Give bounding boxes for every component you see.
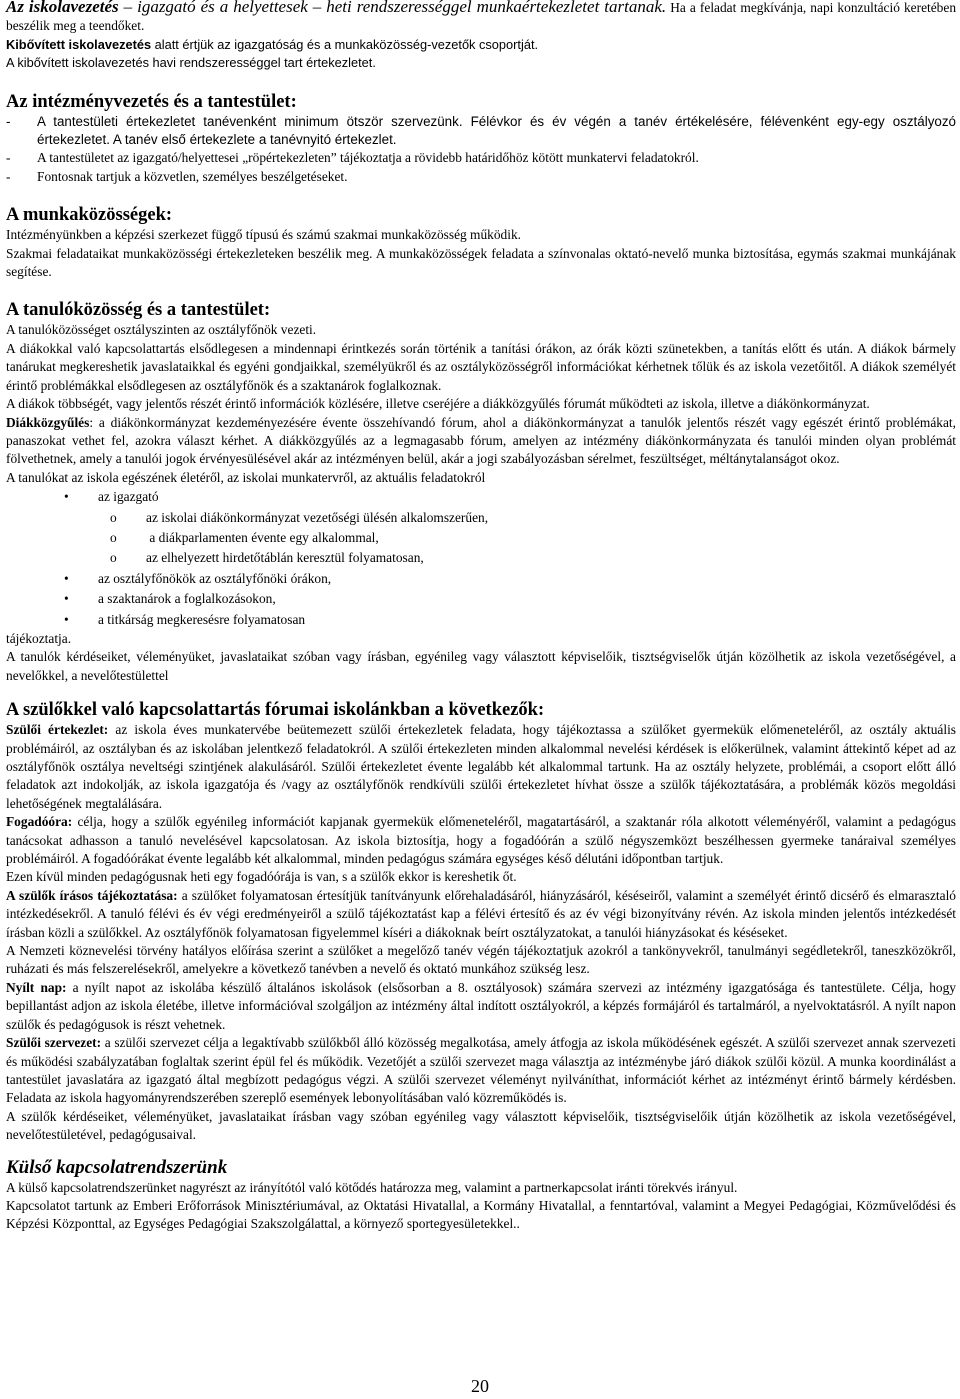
bullet-icon: • [64,611,69,627]
list-item: • az igazgató [6,487,956,507]
paragraph: A diákokkal való kapcsolattartás elsődlegesen a mindennapi érintkezés során történik a tanítási órákon, az órák közti szünetekben, a tanítás előtt és után. A diákok bármely tanárukat megkereshetik javaslataikkal és egyéni gondjaikkal, személyükről és az osztályközösségről információkat kérhetnek tőlük és az iskola vezetőitől. A diákok személyét érintő problémákkal elsődlegesen az osztályfőnök és a szaktanárok foglalkoznak. [6,340,956,393]
list-item: - Fontosnak tartjuk a közvetlen, személyes beszélgetéseket. [6,168,348,184]
paragraph-fogadoora: Fogadóóra: célja, hogy a szülők egyénileg információt kapjanak gyermekük előmeneteléről, magatartásáról, a szaktanár róla alkotott véleményéről, valamint a pedagógus tanácsokat adhasson a tanuló nevelésével kapcsolatosan. Az iskola biztosítja, hogy a fogadóórán a szülő négyszemközt beszélhessen gyermeke tanáraival személyes problémáiról. A fogadóórákat évente legalább két alkalommal, minden pedagógus számára egységes késő délutáni időpontban tartjuk. [6,814,956,867]
list-item: • a titkárság megkeresésre folyamatosan [6,610,956,630]
sub-list-item: o az iskolai diákönkormányzat vezetőségi ülésén alkalomszerűen, [6,508,956,528]
section-title-szulok: A szülőkkel való kapcsolattartás fórumai iskolánkban a következők: [6,700,545,721]
list-item: • a szaktanárok a foglalkozásokon, [6,589,956,609]
extended-leadership: Kibővített iskolavezetés alatt értjük az igazgatóság és a munkaközösség-vezetők csoportját. [6,36,539,52]
list-item: • az osztályfőnökök az osztályfőnöki órákon, [6,569,956,589]
section-title-munkakozossegek: A munkaközösségek: [6,205,173,226]
section-title-intezmeny: Az intézményvezetés és a tantestület: [6,91,297,112]
paragraph: A külső kapcsolatrendszerünket nagyrészt az irányítótól való kötődés határozza meg, valamint a partnerkapcsolat iránti törekvés irányul. [6,1179,738,1195]
section-title-tanulokozosseg: A tanulóközösség és a tantestület: [6,300,271,321]
heading-inline: Az iskolavezetés [6,0,119,16]
paragraph-diakkozgyules: Diákközgyűlés: a diákönkormányzat kezdeményezésére évente összehívandó fórum, ahol a diákönkormányzat a tanulók jelentős részét vagy egészét érintő problémákat, panaszokat vethet fel, azokra választ kérhet. A diákközgyűlés az a legmagasabb fórum, amelyen az intézmény diákönkormányzata és tanulói minden olyan problémát fölvethetnek, amely a tanulói jogok érvényesülésével akár az intézményen belül, akár a jogi szabályozásban sérelmet, feszültséget, méltánytalanságot okoz. [6,414,956,467]
circle-bullet-icon: o [110,509,117,525]
list-item: - A tantestületet az igazgató/helyettesei „röpértekezleten” tájékoztatja a rövidebb határidőhöz kötött munkatervi feladatokról. [6,150,699,166]
extended-leadership-monthly: A kibővített iskolavezetés havi rendszerességgel tart értekezletet. [6,55,376,71]
paragraph: Kapcsolatot tartunk az Emberi Erőforrások Minisztériumával, az Oktatási Hivatallal, a Kormány Hivatallal, a fenntartóval, valamint a Megyei Pedagógiai, Közművelődési és Képzési Központtal, az Egységes Pedagógiai Szakszolgálattal, a környező sportegyesületekkel.. [6,1197,956,1232]
circle-bullet-icon: o [110,550,117,566]
leadership-paragraph: Az iskolavezetés – igazgató és a helyettesek – heti rendszerességgel munkaértekezletet tartanak. Ha a feladat megkívánja, napi konzultáció keretében beszélik meg a teendőket. [6,0,956,36]
sub-list-item: o a diákparlamenten évente egy alkalommal, [6,528,956,548]
page-number: 20 [471,1376,489,1396]
paragraph: tájékoztatja. [6,630,72,646]
paragraph: A Nemzeti köznevelési törvény hatályos előírása szerint a szülőket a megelőző tanév végén tájékoztatjuk azokról a tankönyvekről, tanulmányi segédletekről, taneszközökről, ruházati és más felszerelésekről, amelyekre a következő tanévben a nevelő és oktató munkához szükség lesz. [6,943,956,977]
paragraph: A diákok többségét, vagy jelentős részét érintő információk közlésére, illetve cseréjére a diákközgyűlés fórumát működteti az iskola, illetve a diákönkormányzat. [6,396,870,412]
bullet-icon: • [64,591,69,607]
section-title-kulso: Külső kapcsolatrendszerünk [6,1156,228,1178]
circle-bullet-icon: o [110,529,117,545]
paragraph-irasos-tajekoztatas: A szülők írásos tájékoztatása: a szülőket folyamatosan értesítjük tanítványunk előrehaladásáról, hiányzásáról, késéseiről, valamint a személyét érintő dicsérő és elmarasztaló intézkedésekről. A tanuló félévi és év végi eredményeiről a szülő tájékoztatást kap a félévi értesítő és az év végi bizonyítvány révén. Az iskola minden jelentős intézkedését írásban közli a szülőkkel. Az osztályfőnök folyamatosan figyelemmel kíséri a diákoknak beírt osztályzatokat, a tanulói hiányzásokat és késéseket. [6,887,956,940]
bullet-icon: • [64,570,69,586]
paragraph-nyilt-nap: Nyílt nap: a nyílt napot az iskolába készülő általános iskolások (elsősorban a 8. osztályosok) számára szervezi az intézmény igazgatósága és tantestülete. Célja, hogy bepillantást adjon az iskola életébe, illetve információval szolgáljon az intézmény által indított osztályokról, a képzés formájáról és tartalmáról, a nyelvoktatásról. A nyílt napon szülők és pedagógusok is részt vehetnek. [6,979,956,1032]
paragraph: A tanulók kérdéseiket, véleményüket, javaslataikat szóban vagy írásban, egyénileg vagy választott képviselőik, tisztségviselők útján közölhetik az iskola vezetőségével, a nevelőkkel, a nevelőtestülettel [6,649,956,683]
paragraph: A tanulókat az iskola egészének életéről, az iskolai munkatervről, az aktuális feladatokról [6,469,486,485]
bullet-icon: • [64,489,69,505]
list-item: - A tantestületi értekezletet tanévenként minimum ötször szervezünk. Félévkor és év végén a tanév értékelésére, félévenként egy-egy osztályozó értekezletet. A tanév első értekezlete a tanévnyitó értekezlet. [6,113,956,148]
document-page [6,0,956,1234]
paragraph: A tanulóközösséget osztályszinten az osztályfőnök vezeti. [6,322,317,338]
paragraph-szuloi-szervezet: Szülői szervezet: a szülői szervezet célja a legaktívabb szülőkből álló közösség megalkotása, amely átfogja az iskola működésének egészét. A szülői szervezet annak szervezeti és működési szabályzatában foglaltak szerint épül fel és működik. Vezetőjét a szülői szervezet maga választja az intézménybe járó diákok szülői közül. A munka koordinálást a tantestület javaslatára az igazgató által megbízott pedagógus végzi. A szülői szervezet véleményt nyilváníthat, információt kérhet az intézményt érintő bármely kérdésben. Feladata az iskola hagyományrendszerében szereplő események lebonyolításában való közreműködés is. [6,1035,957,1106]
paragraph: Szakmai feladataikat munkaközösségi értekezleteken beszélik meg. A munkaközösségek feladata a színvonalas oktató-nevelő munka biztosítása, egymás szakmai munkájának segítése. [6,245,956,280]
paragraph: Intézményünkben a képzési szerkezet függő típusú és számú szakmai munkaközösség működik. [6,227,522,243]
paragraph: A szülők kérdéseiket, véleményüket, javaslataikat írásban vagy szóban egyénileg vagy választott képviselőik, tisztségviselőik útján közölhetik az iskola vezetőségével, nevelőtestületével, pedagógusaival. [6,1108,956,1143]
sub-list-item: o az elhelyezett hirdetőtáblán keresztül folyamatosan, [6,548,956,568]
paragraph-szuloi-ertekezlet: Szülői értekezlet: az iskola éves munkatervébe beütemezett szülői értekezletek feladata, hogy tájékoztassa a szülőket gyermekük előmeneteléről, az osztály aktuális problémáiról, az osztályban és az iskolában jelentkező feladatokról. A szülői értekezleten minden alkalommal nevelési kérdések is előkerülnek, valamint áttekintő képet ad az osztályfőnök osztálya neveltségi szintjének alakulásáról. Szülői értekezletet évente legalább két alkalommal tartunk. Ha az osztály helyzete, problémái, a csoport előtt álló feladatok azt indokolják, az iskola igazgatója és /vagy az osztályfőnök rendkívüli szülői értekezletet hívhat össze a szülők tájékoztatására, a problémák közös megoldási lehetőségének megtalálására. [6,722,956,811]
paragraph: Ezen kívül minden pedagógusnak heti egy fogadóórája is van, s a szülők ekkor is kereshetik őt. [6,869,517,885]
